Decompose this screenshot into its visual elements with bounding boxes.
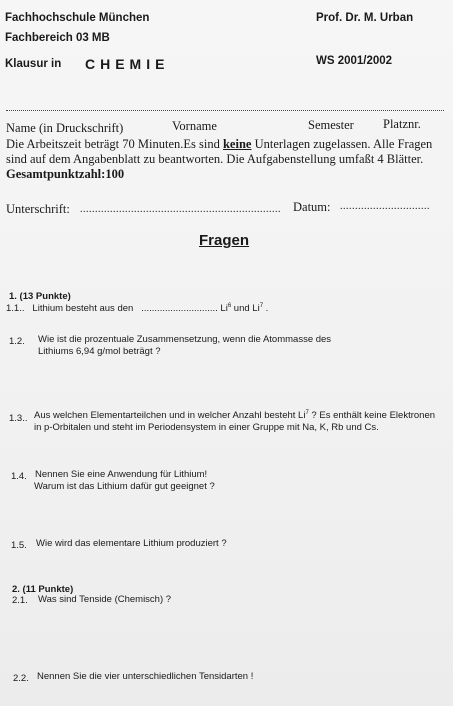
vorname-field-label: Vorname (172, 119, 217, 133)
q21-number: 2.1. (12, 595, 28, 606)
instructions-keine: keine (222, 137, 252, 151)
platz-field-label: Platznr. (383, 117, 421, 131)
date-dots: .............................. (340, 201, 430, 212)
q11-text-d: . (263, 303, 269, 314)
q15-line1: Wie wird das elementare Lithium produziert ? (36, 538, 227, 549)
exam-label: Klausur in (5, 58, 62, 70)
signature-dots: ................................................................... (80, 204, 281, 215)
professor-name: Prof. Dr. M. Urban (316, 12, 414, 24)
q15-number: 1.5. (11, 540, 27, 551)
q11-number: 1.1.. (6, 303, 25, 314)
exam-subject: CHEMIE (85, 56, 170, 72)
q13-sup: 7 (305, 409, 309, 416)
name-dotted-line (6, 110, 444, 111)
q11-text-a: Lithium besteht aus den (32, 303, 134, 314)
date-label: Datum: (293, 200, 331, 214)
instructions-part1: Die Arbeitszeit beträgt 70 Minuten.Es sind (6, 137, 223, 151)
section-1-heading: 1. (13 Punkte) (9, 291, 71, 302)
q13-number: 1.3.. (9, 413, 28, 424)
instructions-part2: Unterlagen zugelassen. Alle Fragen sind auf dem Angabenblatt zu beantworten. Die Aufgabenstellung umfaßt 4 Blätter. (6, 137, 433, 166)
q12-number: 1.2. (9, 336, 25, 347)
q21-line1: Was sind Tenside (Chemisch) ? (38, 594, 172, 605)
q12-line2: Lithiums 6,94 g/mol beträgt ? (38, 346, 161, 357)
q22-number: 2.2. (13, 673, 29, 684)
semester-field-label: Semester (308, 118, 354, 132)
signature-label: Unterschrift: (6, 202, 70, 216)
q11-sup1: 6 (227, 302, 232, 309)
q11-dots: ............................. (141, 303, 218, 314)
section-2-heading: 2. (11 Punkte) (12, 584, 74, 595)
department: Fachbereich 03 MB (5, 32, 110, 44)
q12-line1: Wie ist die prozentuale Zusammensetzung, wenn die Atommasse des (38, 334, 332, 345)
instructions-paragraph (6, 137, 446, 182)
page-title: Fragen (199, 232, 250, 249)
q14-line2: Warum ist das Lithium dafür gut geeignet ? (34, 481, 215, 492)
instructions-total: Gesamtpunktzahl:100 (6, 167, 125, 181)
name-field-label: Name (in Druckschrift) (6, 121, 124, 135)
q11-sup2: 7 (259, 302, 264, 309)
school-name: Fachhochschule München (5, 12, 150, 24)
q13-line1-b: ? Es enthält keine Elektronen (308, 410, 436, 421)
semester-label: WS 2001/2002 (316, 55, 393, 67)
q14-line1: Nennen Sie eine Anwendung für Lithium! (35, 469, 208, 480)
q13-line1-a: Aus welchen Elementarteilchen und in welcher Anzahl besteht Li (34, 410, 306, 421)
q14-number: 1.4. (11, 471, 27, 482)
q11-text-b: Li (220, 303, 228, 314)
q22-line1: Nennen Sie die vier unterschiedlichen Tensidarten ! (37, 671, 254, 682)
q13-line2: in p-Orbitalen und steht im Periodensystem in einer Gruppe mit Na, K, Rb und Cs. (34, 422, 379, 433)
q11-text-c: und Li (231, 303, 260, 314)
question-1-1 (6, 302, 268, 315)
